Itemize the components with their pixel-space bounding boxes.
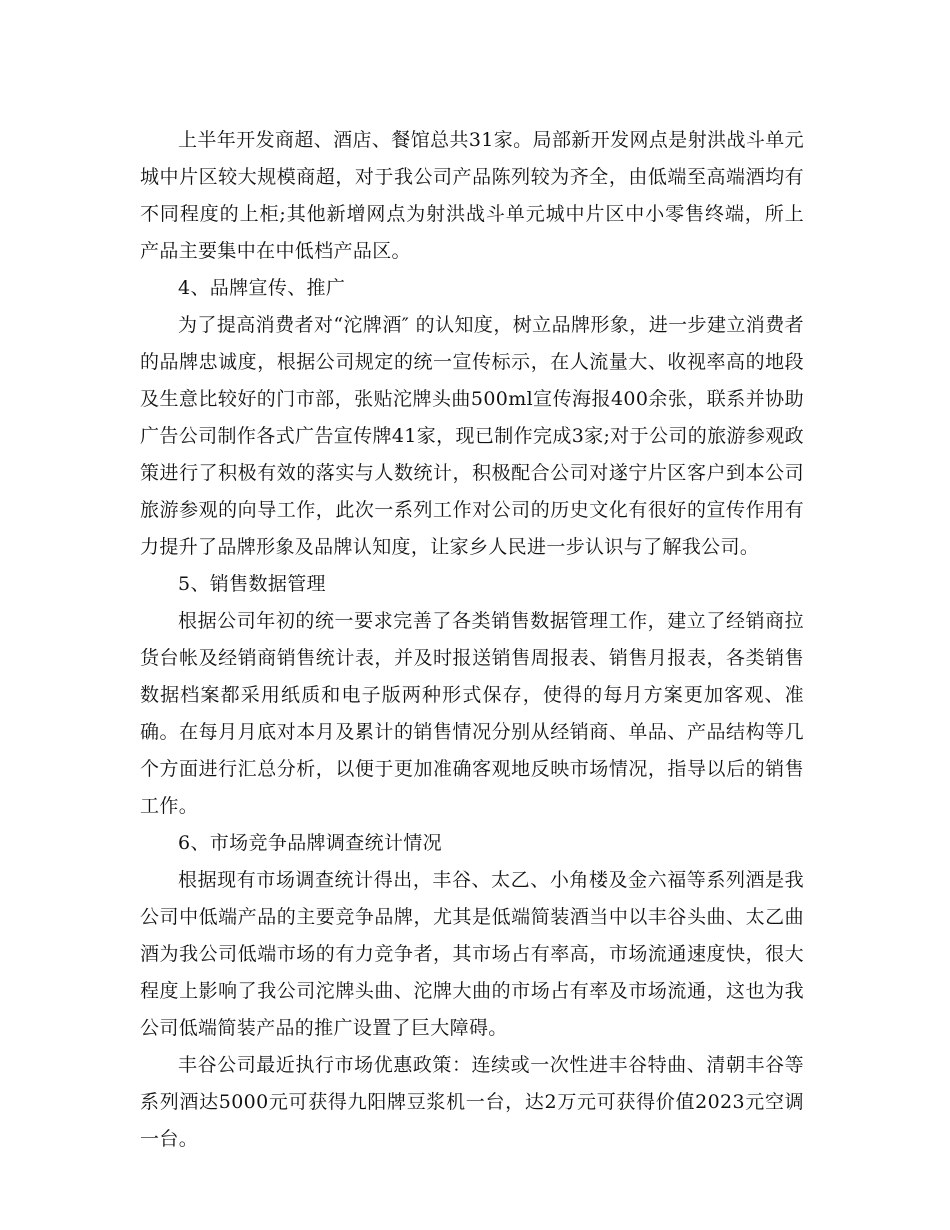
paragraph-new-outlets: 上半年开发商超、酒店、餐馆总共31家。局部新开发网点是射洪战斗单元城中片区较大规模商超，对于我公司产品陈列较为齐全，由低端至高端酒均有不同程度的上柜;其他新增网点为射洪战斗单元城中片区中小零售终端，所上产品主要集中在中低档产品区。 (140, 129, 804, 262)
paragraph-competitor-survey: 根据现有市场调查统计得出，丰谷、太乙、小角楼及金六福等系列酒是我公司中低端产品的主要竞争品牌，尤其是低端简装酒当中以丰谷头曲、太乙曲酒为我公司低端市场的有力竞争者，其市场占有率高，市场流通速度快，很大程度上影响了我公司沱牌头曲、沱牌大曲的市场占有率及市场流通，这也为我公司低端简装产品的推广设置了巨大障碍。 (140, 869, 804, 1039)
paragraph-brand-promotion: 为了提高消费者对“沱牌酒″ 的认知度，树立品牌形象，进一步建立消费者的品牌忠诚度，根据公司规定的统一宣传标示，在人流量大、收视率高的地段及生意比较好的门市部，张贴沱牌头曲500ml宣传海报400余张，联系并协助广告公司制作各式广告宣传牌41家，现已制作完成3家;对于公司的旅游参观政策进行了积极有效的落实与人数统计，积极配合公司对遂宁片区客户到本公司旅游参观的向导工作，此次一系列工作对公司的历史文化有很好的宣传作用有力提升了品牌形象及品牌认知度，让家乡人民进一步认识与了解我公司。 (140, 314, 804, 558)
paragraph-sales-data: 根据公司年初的统一要求完善了各类销售数据管理工作，建立了经销商拉货台帐及经销商销售统计表，并及时报送销售周报表、销售月报表，各类销售数据档案都采用纸质和电子版两种形式保存，使得的每月方案更加客观、准确。在每月月底对本月及累计的销售情况分别从经销商、单品、产品结构等几个方面进行汇总分析，以便于更加准确客观地反映市场情况，指导以后的销售工作。 (140, 610, 804, 817)
heading-brand-promotion: 4、品牌宣传、推广 (178, 277, 346, 299)
paragraph-fenggu-promotion: 丰谷公司最近执行市场优惠政策：连续或一次性进丰谷特曲、清朝丰谷等系列酒达5000元可获得九阳牌豆浆机一台，达2万元可获得价值2023元空调一台。 (140, 1054, 804, 1150)
heading-sales-data: 5、销售数据管理 (178, 573, 326, 595)
document-body (140, 122, 804, 1158)
heading-competitor-survey: 6、市场竞争品牌调查统计情况 (178, 832, 442, 854)
